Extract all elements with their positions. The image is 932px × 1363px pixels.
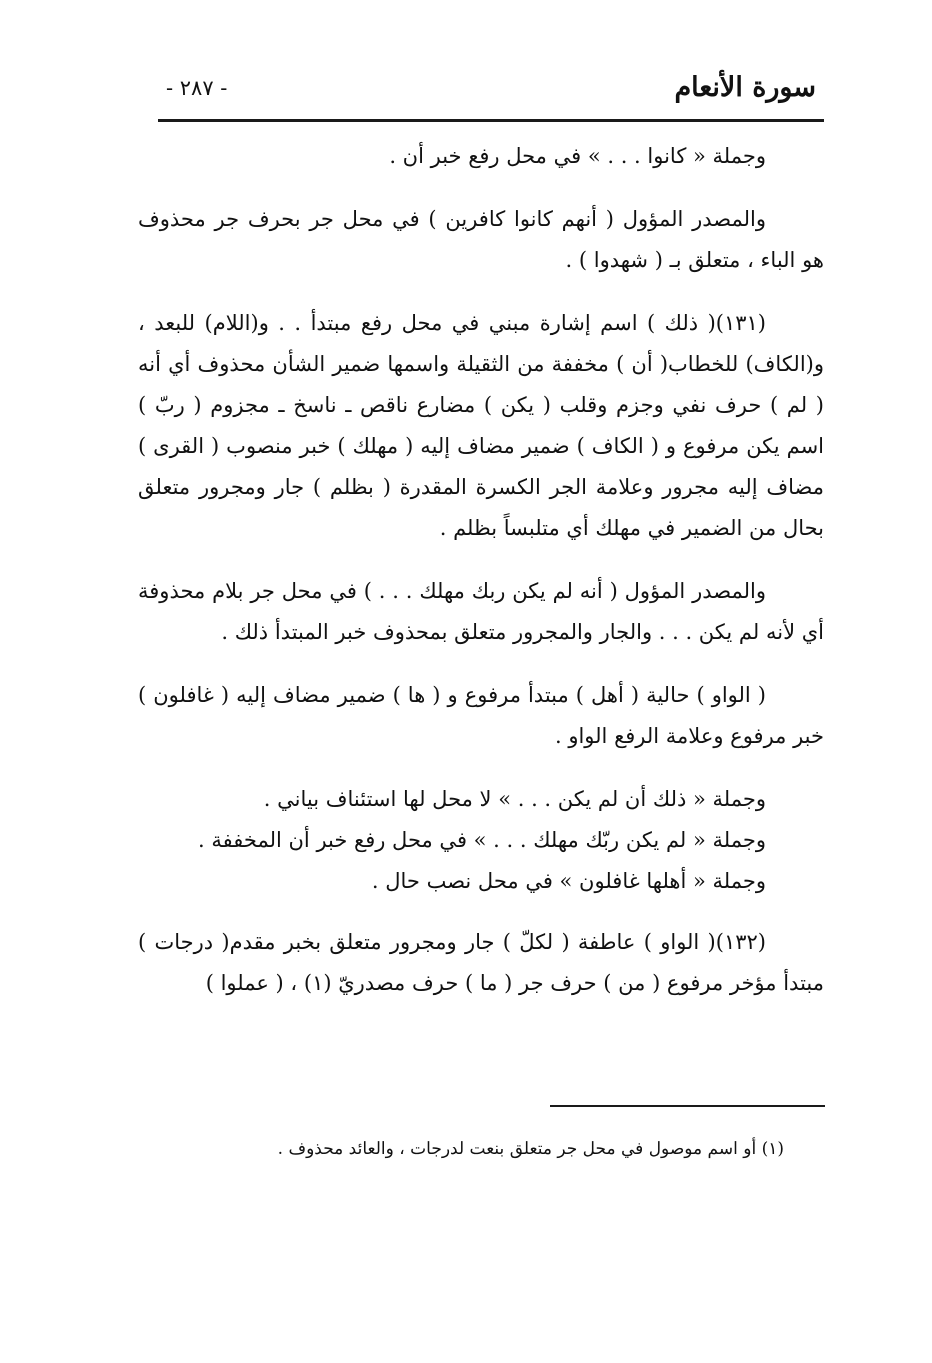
footnote-divider — [550, 1105, 825, 1107]
surah-title: سورة الأنعام — [674, 72, 816, 103]
header-divider — [158, 119, 824, 122]
page-number: - ٢٨٧ - — [166, 76, 228, 100]
sentence-line: وجملة « ذلك أن لم يكن . . . » لا محل لها استئناف بياني . — [263, 787, 766, 811]
paragraph-verse-131: (١٣١)( ذلك ) اسم إشارة مبني في محل رفع مبتدأ . . و(اللام) للبعد ، و(الكاف) للخطاب( أن ) مخففة من الثقيلة واسمها ضمير الشأن محذوف أي أنه ( لم ) حرف نفي وجزم وقلب ( يكن ) مضارع ناقص ـ ناسخ ـ مجزوم ( ربّ ) اسم يكن مرفوع و ( الكاف ) ضمير مضاف إليه ( مهلك ) خبر منصوب ( القرى ) مضاف إليه مجرور وعلامة الجر الكسرة المقدرة ( بظلم ) جار ومجرور متعلق بحال من الضمير في مهلك أي متلبساً بظلم . — [138, 311, 824, 540]
paragraph-masdar-kafirin: والمصدر المؤول ( أنهم كانوا كافرين ) في محل جر بحرف جر محذوف هو الباء ، متعلق بـ ( شهدوا ) . — [138, 207, 824, 272]
paragraph-kanu: وجملة « كانوا . . . » في محل رفع خبر أن . — [389, 144, 766, 168]
footnote: (١) أو اسم موصول في محل جر متعلق بنعت لدرجات ، والعائد محذوف . — [277, 1139, 784, 1159]
sentence-lines — [138, 779, 824, 902]
page-body — [138, 136, 824, 1010]
paragraph-masdar-rabbuka: والمصدر المؤول ( أنه لم يكن ربك مهلك . . . ) في محل جر بلام محذوفة أي لأنه لم يكن . . . والجار والمجرور متعلق بمحذوف خبر المبتدأ ذلك . — [138, 579, 824, 644]
sentence-line: وجملة « أهلها غافلون » في محل نصب حال . — [371, 869, 766, 893]
sentence-line: وجملة « لم يكن ربّك مهلك . . . » في محل رفع خبر أن المخففة . — [198, 828, 766, 852]
paragraph-waw-haliya: ( الواو ) حالية ( أهل ) مبتدأ مرفوع و ( ها ) ضمير مضاف إليه ( غافلون ) خبر مرفوع وعلامة الرفع الواو . — [138, 683, 824, 748]
page-header — [158, 66, 824, 122]
paragraph-verse-132: (١٣٢)( الواو ) عاطفة ( لكلّ ) جار ومجرور متعلق بخبر مقدم( درجات ) مبتدأ مؤخر مرفوع ( من ) حرف جر ( ما ) حرف مصدريّ (١) ، ( عملوا ) — [138, 930, 824, 995]
